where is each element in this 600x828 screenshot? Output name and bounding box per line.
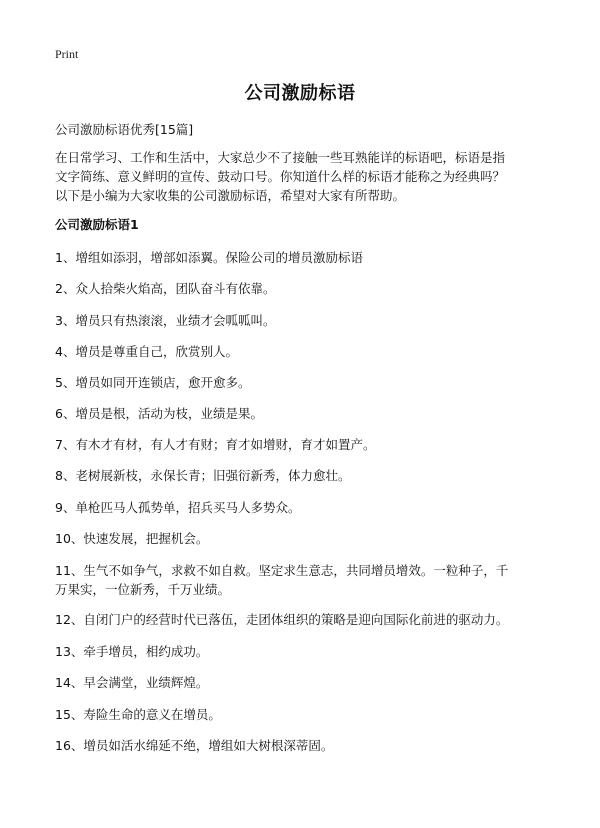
list-item-text: 7、有木才有材，有人才有财；育才如增财，育才如置产。 <box>55 437 376 452</box>
section-heading: 公司激励标语1 <box>55 217 139 232</box>
list-item <box>55 435 565 454</box>
list-item <box>55 342 565 361</box>
list-item-text: 8、老树展新枝，永保长青；旧强衍新秀，体力愈壮。 <box>55 468 351 483</box>
list-item <box>55 673 565 692</box>
list-item <box>55 466 565 485</box>
page-title: 公司激励标语 <box>244 83 356 104</box>
list-item-text: 14、早会满堂，业绩辉煌。 <box>55 675 209 690</box>
list-item-text: 2、众人拾柴火焰高，团队奋斗有依靠。 <box>55 281 276 296</box>
list-item <box>55 498 565 517</box>
list-item-text: 9、单枪匹马人孤势单，招兵买马人多势众。 <box>55 500 301 515</box>
list-item-text: 11、生气不如争气，求救不如自救。坚定求生意志，共同增员增效。一粒种子，千 <box>55 563 509 578</box>
list-item-text: 13、牵手增员，相约成功。 <box>55 644 209 659</box>
intro-paragraph <box>55 148 555 205</box>
list-item <box>55 279 565 298</box>
list-item <box>55 610 565 629</box>
list-item <box>55 705 565 724</box>
list-item <box>55 561 565 599</box>
list-item <box>55 248 565 267</box>
document-subtitle: 公司激励标语优秀[15篇] <box>55 122 194 137</box>
list-item-text: 10、快速发展，把握机会。 <box>55 531 209 546</box>
list-item <box>55 373 565 392</box>
list-item <box>55 311 565 330</box>
list-item-text: 12、自闭门户的经营时代已落伍，走团体组织的策略是迎向国际化前进的驱动力。 <box>55 612 509 627</box>
intro-line: 在日常学习、工作和生活中，大家总少不了接触一些耳熟能详的标语吧，标语是指 <box>55 150 506 165</box>
print-label: Print <box>55 47 79 61</box>
list-item-text: 6、增员是根，活动为枝，业绩是果。 <box>55 406 263 421</box>
intro-line: 文字简练、意义鲜明的宣传、鼓动口号。你知道什么样的标语才能称之为经典吗？ <box>55 169 506 184</box>
list-item-text: 1、增组如添羽，增部如添翼。保险公司的增员激励标语 <box>55 250 363 265</box>
intro-line: 以下是小编为大家收集的公司激励标语，希望对大家有所帮助。 <box>55 188 406 203</box>
list-item-text: 16、增员如活水绵延不绝，增组如大树根深蒂固。 <box>55 738 334 753</box>
list-item <box>55 642 565 661</box>
list-item <box>55 404 565 423</box>
list-item-text: 3、增员只有热滚滚，业绩才会呱呱叫。 <box>55 313 276 328</box>
list-item-text: 4、增员是尊重自己，欣赏别人。 <box>55 344 238 359</box>
list-item <box>55 736 565 755</box>
list-item <box>55 529 565 548</box>
list-item-text: 5、增员如同开连锁店，愈开愈多。 <box>55 375 251 390</box>
list-item-text: 15、寿险生命的意义在增员。 <box>55 707 221 722</box>
list-item-text: 万果实，一位新秀，千万业绩。 <box>55 582 231 597</box>
